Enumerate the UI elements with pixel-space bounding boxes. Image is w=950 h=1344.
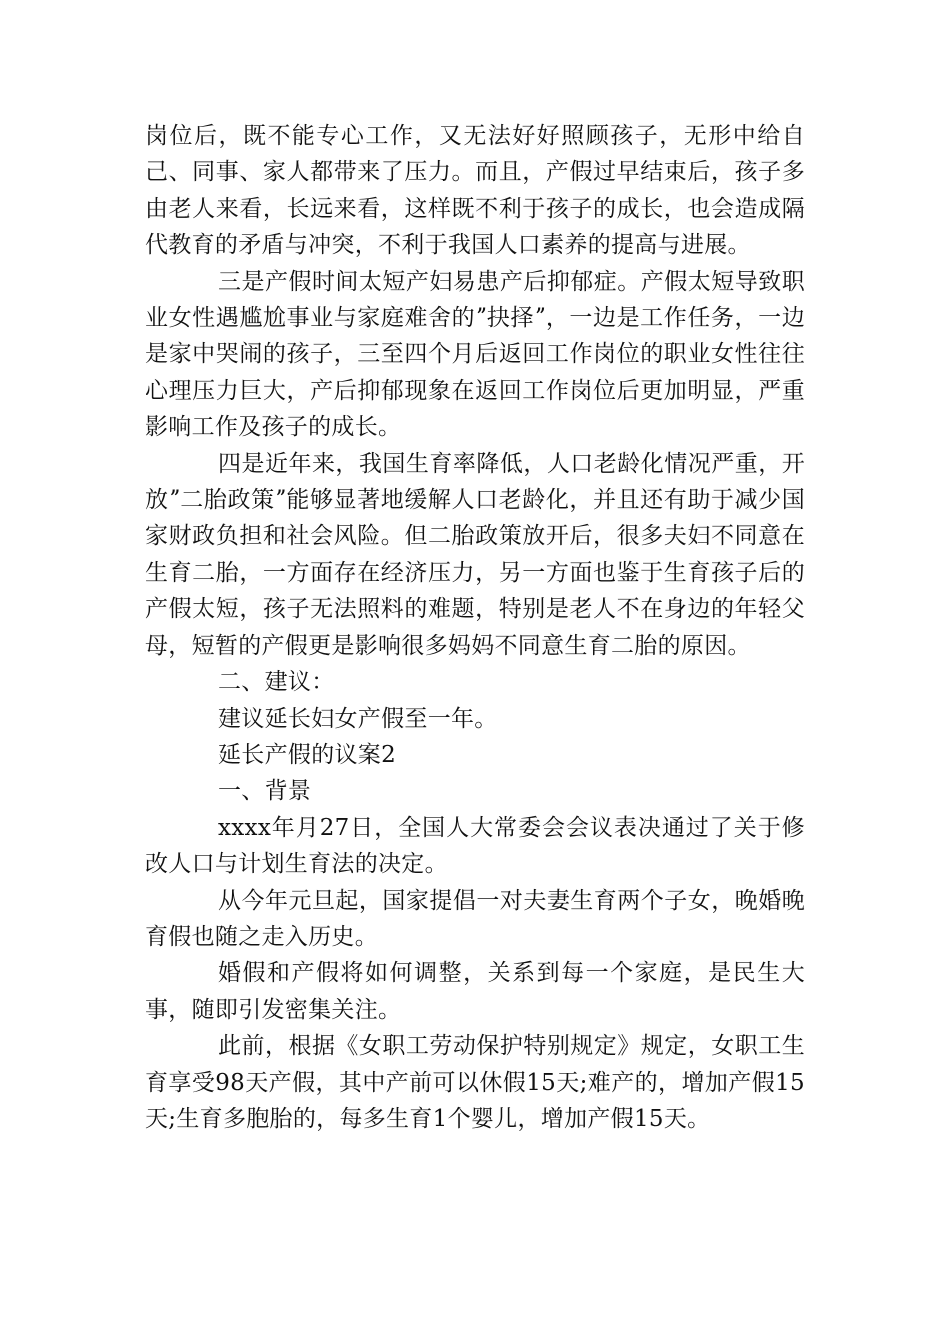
paragraph-7: 此前，根据《女职工劳动保护特别规定》规定，女职工生育享受98天产假，其中产前可以休假15天;难产的，增加产假15天;生育多胞胎的，每多生育1个婴儿，增加产假15天。 (145, 1033, 805, 1132)
document-title-2: 延长产假的议案2 (218, 741, 397, 768)
paragraph-suggestion: 建议延长妇女产假至一年。 (218, 705, 498, 732)
paragraph-4: xxxx年月27日，全国人大常委会会议表决通过了关于修改人口与计划生育法的决定。 (145, 814, 805, 878)
paragraph-2: 三是产假时间太短产妇易患产后抑郁症。产假太短导致职业女性遇尴尬事业与家庭难舍的ˮ抉择ˮ，一边是工作任务，一边是家中哭闹的孩子，三至四个月后返回工作岗位的职业女性往往心理压力巨大，产后抑郁现象在返回工作岗位后更加明显，严重影响工作及孩子的成长。 (145, 268, 805, 441)
section-heading-suggestion: 二、建议： (218, 669, 335, 696)
section-heading-background: 一、背景 (218, 778, 312, 805)
paragraph-3: 四是近年来，我国生育率降低，人口老龄化情况严重，开放ˮ二胎政策ˮ能够显著地缓解人口老龄化，并且还有助于减少国家财政负担和社会风险。但二胎政策放开后，很多夫妇不同意在生育二胎，一方面存在经济压力，另一方面也鉴于生育孩子后的产假太短，孩子无法照料的难题，特别是老人不在身边的年轻父母，短暂的产假更是影响很多妈妈不同意生育二胎的原因。 (145, 450, 805, 659)
document-body (145, 118, 805, 1137)
paragraph-1: 岗位后，既不能专心工作，又无法好好照顾孩子，无形中给自己、同事、家人都带来了压力。而且，产假过早结束后，孩子多由老人来看，长远来看，这样既不利于孩子的成长，也会造成隔代教育的矛盾与冲突，不利于我国人口素养的提高与进展。 (145, 123, 805, 259)
paragraph-6: 婚假和产假将如何调整，关系到每一个家庭，是民生大事，随即引发密集关注。 (145, 960, 805, 1023)
paragraph-5: 从今年元旦起，国家提倡一对夫妻生育两个子女，晚婚晚育假也随之走入历史。 (145, 887, 805, 950)
